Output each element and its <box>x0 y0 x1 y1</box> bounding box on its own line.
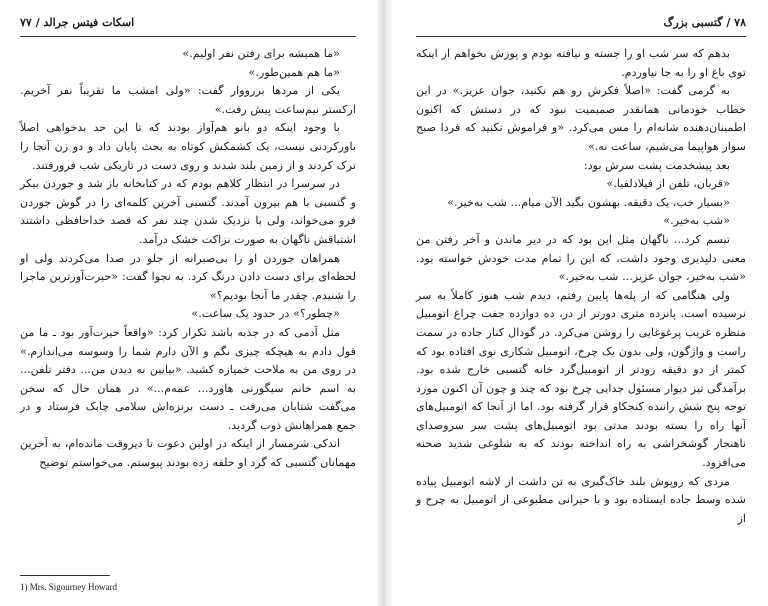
paragraph: اندکی شرمسار از اینکه در اولین دعوت تا دیروقت مانده‌ام، به آخرین مهمانان گتسبی که گرد او حلقه زده بودند پیوستم. می‌خواستم توضیح <box>20 437 356 470</box>
paragraph: مثل آدمی که در جذبه باشد تکرار کرد: «واقعاً حیرت‌آور بود ـ ما من قول دادم به هیچکه چیزی نگم و الآن دارم شما را وسوسه می‌اندازم.» در روی من به ملاحت خمیازه کشید. «بیایین به دیدن من... دفتر تلفن... به اسم خانم سیگورنی هاورد... عمه‌م...» در همان حال که سخن می‌گفت شتابان می‌رفت ـ دست برنزه‌اش سلامی چابک فرستاد و در جمع همراهانش ذوب گردید. <box>20 325 356 432</box>
paragraph: «بسیار خب، یک دقیقه. بهشون بگید الآن میام... شب به‌خیر.» <box>447 195 730 209</box>
paragraph: «چطور؟» در حدود یک ساعت.» <box>191 307 340 321</box>
paragraph: بدهم که سر شب او را جسته و نیافته بودم و پوزش بخواهم از اینکه توی باغ او را به جا نیاوردم. <box>416 47 746 79</box>
left-page-body <box>20 45 356 473</box>
paragraph: یکی از مردها بر‌رو‌وار گفت: «ولی امشب ما تقریباً نفر آخریم. ارکستر نیم‌ساعت پیش رفت.» <box>20 84 356 116</box>
paragraph: با وجود اینکه دو بانو هم‌آواز بودند که تا این حد بدخواهی اصلاً باورکردنی نیست، یک کشمکش کوتاه به بحث پایان داد و دو زن آنجا را ترک کردند و از زمین بلند شدند و روی دست در تاریکی شب فرورفتند. <box>20 121 356 172</box>
footnote: 1) Mrs. Sigourney Howard <box>20 582 117 592</box>
paragraph: بعد پیشخدمت پشت سرش بود: <box>583 158 730 172</box>
paragraph: «قربان، تلفن از فیلادلفیا.» <box>606 177 730 191</box>
paragraph: همراهان جوردن او را بی‌صبرانه از جلو در صدا می‌کردند ولی او لحظه‌ای برای دست دادن درنگ کرد. به نجوا گفت: «حیرت‌آورترین ماجرا را شنیدم. چقدر ما آنجا بودیم؟» <box>20 251 356 302</box>
right-page-body <box>416 45 746 528</box>
paragraph: تبسم کرد... ناگهان مثل این بود که در دیر ماندن و آخر رفتن من معنی دلپذیری وجود داشت، که این را تمام مدت خودش خواسته بود. «شب به‌خیر، جوان عزیز... شب به‌خیر.» <box>416 232 746 284</box>
paragraph: در سرسرا در انتظار کلاهم بودم که در کتابخانه باز شد و جوردن بیکر و گتسبی با هم بیرون آمدند. گتسبی آخرین کلمه‌ای را در گوش جوردن فرو می‌خواند، ولی با نزدیک شدن چند نفر که قصد خداحافظی داشتند اشتیاقش ناگهان به صورت نزاکت خشک درآمد. <box>20 177 356 246</box>
paragraph: مردی که روپوش بلند خاک‌گیری به تن داشت از لاشه اتومبیل پیاده شده وسط جاده ایستاده بود و با حیرانی مطبوعی از اتومبیل به چرخ و از <box>416 474 746 525</box>
paragraph: «ما همیشه برای رفتن نفر اولیم.» <box>182 47 340 60</box>
footnote-divider <box>20 575 110 576</box>
right-page-header: ۷۸ / گتسبی بزرگ <box>416 14 746 37</box>
right-page <box>392 0 768 606</box>
paragraph: «ما هم همین‌طور.» <box>248 65 340 79</box>
paragraph: ولی هنگامی که از پله‌ها پایین رفتم، دیدم شب هنوز کاملاً به سر نرسیده است. پانزده متری دورتر از در، ده دوازده جفت چراغ اتومبیل منظره غریب پرغوغایی را روشن می‌کرد. در گودال کنار جاده در سمت راست و واژگون، ولی بدون یک چرخ، اتومبیل شکاری نوی افتاده بود که کمتر از دو دقیقه زودتر از اتومبیل‌گرد خانه گتسبی خارج شده بود. برآمدگی تیز دیوار مسئول جدایی چرخ بود که چند و چون آن اکنون مورد توجه پنج شش راننده کنجکاو قرار گرفته بود. اما از آنجا که اتومبیل‌های آنها راه را بسته بودند مدتی بود اتومبیل‌های پشت سر سروصدای ناهنجار گوشخراشی به راه انداخته بودند که به شلوغی شدید صحنه می‌افزود. <box>416 288 746 470</box>
book-gutter <box>378 0 392 606</box>
paragraph: «شب به‌خیر.» <box>663 214 730 228</box>
left-page <box>0 0 378 606</box>
left-page-header: اسکات فیتس جرالد / ۷۷ <box>20 14 356 37</box>
paragraph: به گرمی گفت: «اصلاً فکرش رو هم نکنید، جوان عزیز.» در این خطاب خودمانی همانقدر صمیمیت نبود که در دستش که اکنون اطمینان‌دهنده شانه‌ام را مس می‌کرد. «و فراموش نکنید که فردا صبح سوار هواپیما می‌شیم، ساعت نه.» <box>416 84 746 153</box>
